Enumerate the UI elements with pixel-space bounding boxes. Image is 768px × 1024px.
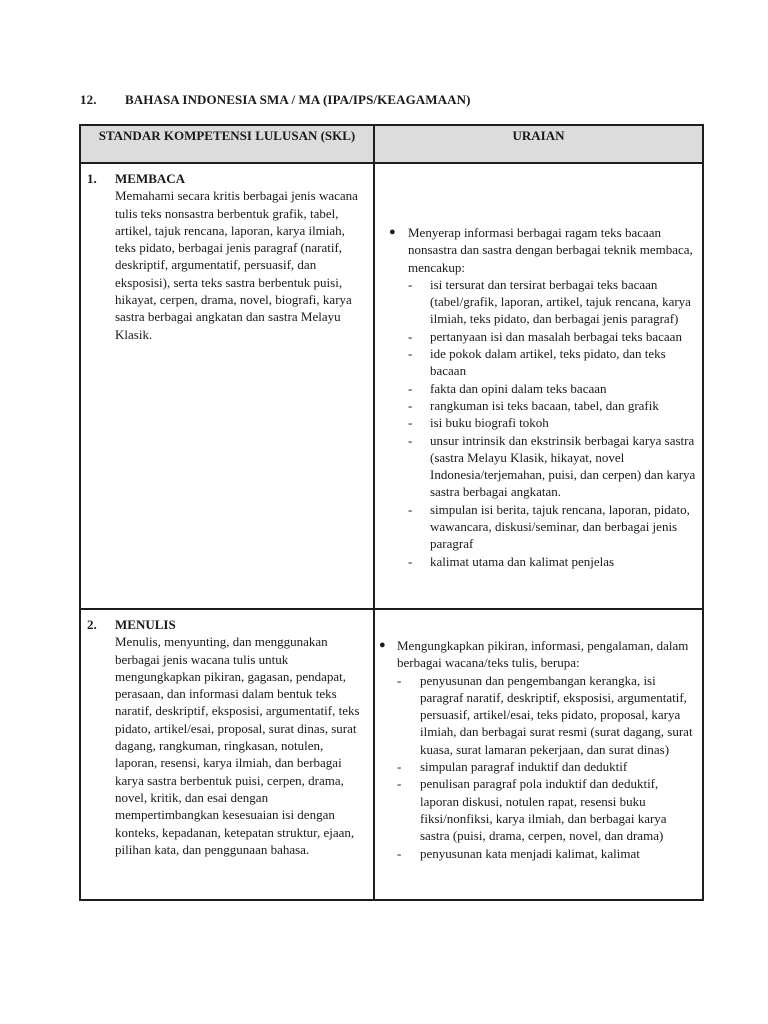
list-item: [375, 758, 696, 775]
list-item-text: kalimat utama dan kalimat penjelas: [430, 553, 615, 569]
uraian-cell: [374, 163, 703, 609]
uraian-list: [375, 276, 696, 570]
dash-icon: -: [408, 328, 413, 344]
list-item: [375, 672, 696, 758]
skl-item-description: Memahami secara kritis berbagai jenis wacana tulis teks nonsastra berbentuk grafik, tabel, artikel, tajuk rencana, laporan, karya ilmiah, teks pidato, berbagai jenis paragraf (naratif, deskriptif, argumentatif, persuasif, dan eksposisi), serta teks sastra berbentuk puisi, hikayat, cerpen, drama, novel, biografi, karya sastra berbagai angkatan dan sastra Melayu Klasik.: [115, 188, 358, 342]
heading-title: BAHASA INDONESIA SMA / MA (IPA/IPS/KEAGAMAAN): [125, 92, 471, 107]
dash-icon: -: [408, 346, 413, 362]
list-item: [375, 345, 696, 380]
skl-item-description: Menulis, menyunting, dan menggunakan berbagai jenis wacana tulis untuk mengungkapkan pikiran, gagasan, pendapat, perasaan, dan informasi dalam bentuk teks naratif, deskriptif, eksposisi, argumentatif, teks pidato, artikel/esai, proposal, surat dinas, surat dagang, rangkuman, ringkasan, notulen, laporan, resensi, karya ilmiah, dan berbagai karya sastra berbentuk puisi, cerpen, drama, novel, kritik, dan esai dengan mempertimbangkan kesesuaian isi dengan konteks, kepadanan, ketepatan struktur, ejaan, pilihan kata, dan penggunaan bahasa.: [115, 634, 360, 857]
list-item: [375, 397, 696, 414]
list-item: [375, 380, 696, 397]
table-header-row: [80, 125, 703, 163]
dash-icon: -: [408, 380, 413, 396]
dash-icon: -: [408, 432, 413, 448]
skl-cell: [80, 163, 374, 609]
dash-icon: -: [397, 759, 402, 775]
list-item-text: ide pokok dalam artikel, teks pidato, dan teks bacaan: [430, 346, 666, 379]
list-item-text: fakta dan opini dalam teks bacaan: [430, 380, 607, 396]
list-item: [375, 328, 696, 345]
uraian-content: [375, 164, 696, 570]
dash-icon: -: [408, 397, 413, 413]
uraian-cell: [374, 609, 703, 900]
list-item-text: penyusunan kata menjadi kalimat, kalimat: [420, 845, 640, 861]
list-item: [375, 845, 696, 862]
list-item: [375, 432, 696, 501]
skl-item-title: MEMBACA: [115, 171, 186, 186]
list-item-text: pertanyaan isi dan masalah berbagai teks bacaan: [430, 328, 682, 344]
header-skl: STANDAR KOMPETENSI LULUSAN (SKL): [80, 125, 374, 163]
list-item-text: simpulan isi berita, tajuk rencana, laporan, pidato, wawancara, diskusi/seminar, dan berbagai jenis paragraf: [430, 501, 690, 552]
list-item: [375, 276, 696, 328]
skl-table: [79, 124, 704, 901]
list-item: [375, 553, 696, 570]
list-item-text: unsur intrinsik dan ekstrinsik berbagai karya sastra (sastra Melayu Klasik, hikayat, novel Indonesia/terjemahan, puisi, dan cerpen) dan karya sastra berbagai angkatan.: [430, 432, 696, 500]
table-row: [80, 609, 703, 900]
dash-icon: -: [408, 501, 413, 517]
heading-number: 12.: [80, 92, 97, 107]
dash-icon: -: [408, 276, 413, 292]
list-item-text: isi tersurat dan tersirat berbagai teks bacaan (tabel/grafik, laporan, artikel, tajuk rencana, karya ilmiah, teks pidato, dan berbagai jenis paragraf): [430, 276, 691, 327]
dash-icon: -: [397, 672, 402, 688]
dash-icon: -: [408, 415, 413, 431]
skl-cell: [80, 609, 374, 900]
table-row: [80, 163, 703, 609]
uraian-content: [375, 610, 696, 862]
dash-icon: -: [397, 845, 402, 861]
list-item-text: isi buku biografi tokoh: [430, 415, 549, 431]
uraian-bullet-text: Menyerap informasi berbagai ragam teks bacaan nonsastra dan sastra dengan berbagai teknik membaca, mencakup:: [408, 225, 693, 275]
uraian-list: [375, 672, 696, 862]
dash-icon: -: [408, 553, 413, 569]
skl-item-number: 2.: [87, 617, 97, 632]
document-heading: [80, 91, 471, 108]
skl-item-heading: [87, 170, 367, 187]
uraian-bullet-text: Mengungkapkan pikiran, informasi, pengalaman, dalam berbagai wacana/teks tulis, berupa:: [397, 638, 689, 671]
list-item-text: penulisan paragraf pola induktif dan deduktif, laporan diskusi, notulen rapat, resensi buku fiksi/nonfiksi, karya ilmiah, dan berbagai karya sastra (puisi, drama, cerpen, novel, dan drama): [420, 776, 667, 844]
list-item-text: penyusunan dan pengembangan kerangka, isi paragraf naratif, deskriptif, eksposisi, argumentatif, persuasif, artikel/esai, teks pidato, proposal, karya ilmiah, dan berbagai surat resmi (surat dagang, surat kuasa, surat lamaran pekerjaan, dan surat dinas): [420, 672, 693, 757]
skl-item-number: 1.: [87, 171, 97, 186]
list-item: [375, 501, 696, 553]
list-item: [375, 414, 696, 431]
bullet-icon: ●: [379, 639, 386, 651]
skl-item-title: MENULIS: [115, 617, 176, 632]
header-uraian: URAIAN: [374, 125, 703, 163]
bullet-icon: ●: [389, 226, 396, 238]
uraian-bullet: [375, 637, 696, 672]
skl-item-heading: [87, 616, 367, 633]
uraian-bullet: [375, 224, 696, 276]
list-item: [375, 775, 696, 844]
list-item-text: simpulan paragraf induktif dan deduktif: [420, 759, 628, 775]
list-item-text: rangkuman isi teks bacaan, tabel, dan grafik: [430, 397, 659, 413]
dash-icon: -: [397, 776, 402, 792]
